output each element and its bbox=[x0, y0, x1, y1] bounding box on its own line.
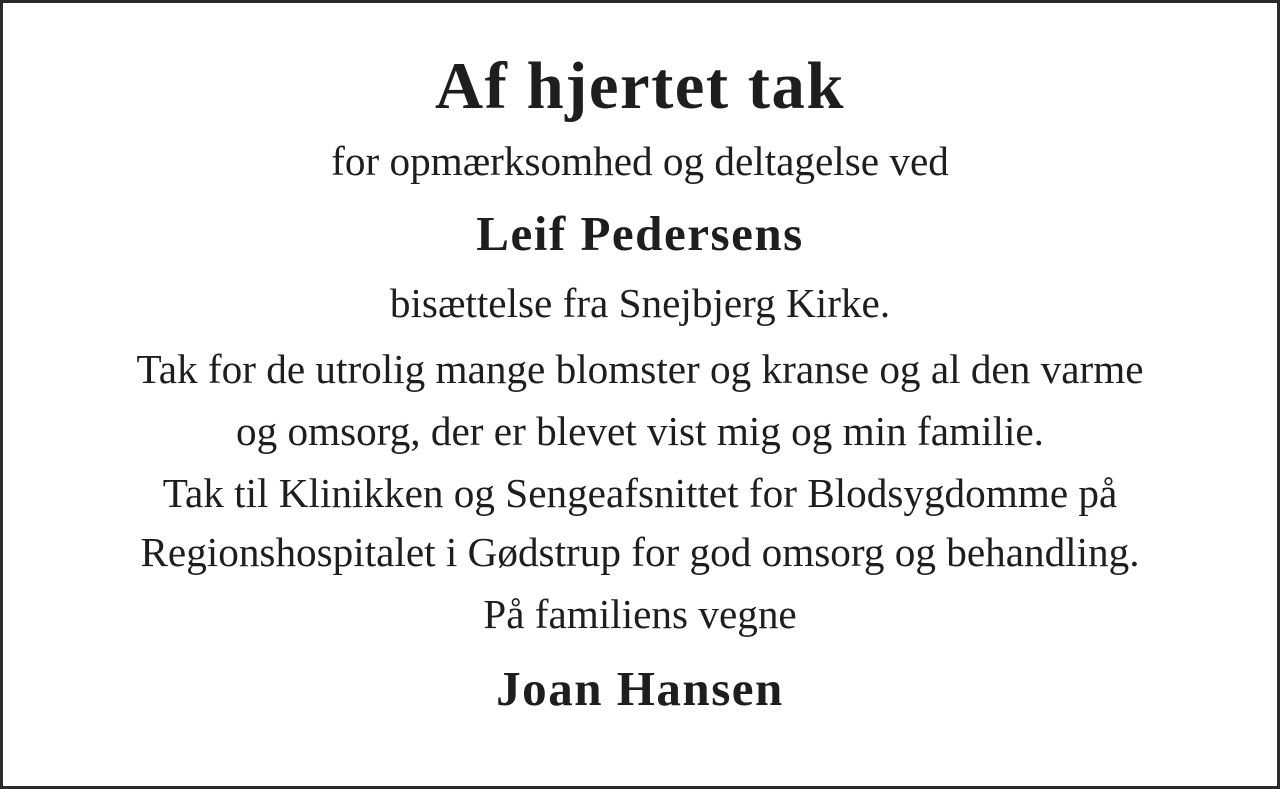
on-behalf-text: På familiens vegne bbox=[483, 591, 797, 637]
ceremony-text: bisættelse fra Snejbjerg Kirke. bbox=[389, 280, 891, 326]
intro-text: for opmærksomhed og deltagelse ved bbox=[331, 138, 949, 184]
message-line: Tak til Klinikken og Sengeafsnittet for Blodsygdomme på bbox=[162, 470, 1118, 516]
notice-title: Af hjertet tak bbox=[435, 50, 845, 123]
signer-name: Joan Hansen bbox=[496, 661, 784, 716]
message-line: Tak for de utrolig mange blomster og kranse og al den varme bbox=[136, 346, 1144, 392]
message-line: og omsorg, der er blevet vist mig og min familie. bbox=[236, 408, 1044, 454]
message-line: Regionshospitalet i Gødstrup for god omsorg og behandling. bbox=[140, 529, 1140, 575]
deceased-name: Leif Pedersens bbox=[476, 206, 804, 261]
